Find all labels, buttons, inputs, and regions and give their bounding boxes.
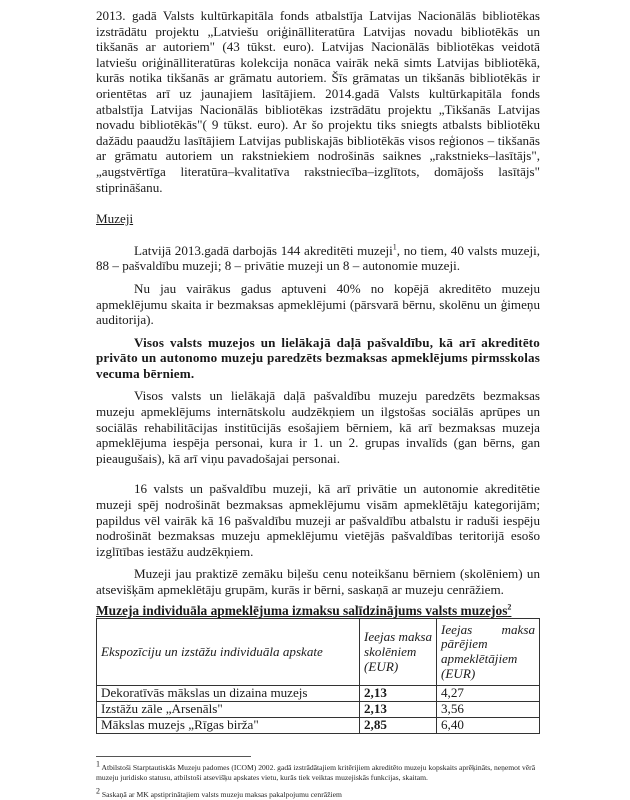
header-cell-exhibition: Ekspozīciju un izstāžu individuāla apskate <box>97 619 360 686</box>
table-row <box>97 717 540 733</box>
footnote-1-text: Atbilstoši Starptautiskās Muzeju padomes (ICOM) 2002. gadā izstrādātajiem kritērijiem akreditēto muzeju kopskaits aprēķināts, neņemot vērā muzeju juridisko statusu, atbilstoši atsevišķu apskates vietu, kurās tiek veiktas muzejiskās funkcijas, skaitam. <box>96 762 536 783</box>
paragraph-museum-count-rest: , no tiem, 40 valsts muzeji, 88 – pašvaldību muzeji; 8 – privātie muzeji un 8 – autonomie muzeji. <box>96 242 540 274</box>
paragraph-sixteen-museums: 16 valsts un pašvaldību muzeji, kā arī privātie un autonomie akreditētie muzeji spēj nodrošināt bezmaksas apmeklējumu visām apmeklētāju kategorijām; papildus vēl vairāk kā 16 pašvaldību muzeji ar pašvaldību atbalstu ir raduši iespēju nodrošināt bezmaksas muzeju apmeklējumu vietējās pašvaldības teritorijā esošo izglītības iestāžu audzēkņiem. <box>96 481 540 559</box>
paragraph-preschool-free: Visos valsts muzejos un lielākajā daļā pašvaldību, kā arī akreditēto privāto un autonomo muzeju paredzēts bezmaksas apmeklējums pirmsskolas vecuma bērniem. <box>96 334 540 381</box>
footnote-mark-1: 1 <box>96 759 100 769</box>
paragraph-museum-count <box>96 243 540 274</box>
other-price-cell: 4,27 <box>437 686 540 702</box>
price-comparison-table <box>96 618 540 733</box>
student-price-cell: 2,13 <box>360 686 437 702</box>
museum-name-cell: Mākslas muzejs „Rīgas birža" <box>97 717 360 733</box>
document-page <box>96 8 540 800</box>
footnote-ref-1: 1 <box>392 242 397 252</box>
paragraph-reduced-prices: Muzeji jau praktizē zemāku biļešu cenu noteikšanu bērniem (skolēniem) un atsevišķām apmeklētāju grupām, kurās ir bērni, saskaņā ar muzeju cenrāžiem. <box>96 566 540 597</box>
museum-name-cell: Dekoratīvās mākslas un dizaina muzejs <box>97 686 360 702</box>
paragraph-museum-count-text: Latvijā 2013.gadā darbojās 144 akreditēti muzeji <box>134 242 393 258</box>
other-price-cell: 3,56 <box>437 701 540 717</box>
table-title-text: Muzeja individuāla apmeklējuma izmaksu salīdzinājums valsts muzejos <box>96 602 508 618</box>
footnote-ref-2: 2 <box>507 602 512 612</box>
header-cell-student-price: Ieejas maksa skolēniem (EUR) <box>360 619 437 686</box>
footnote-2-text: Saskaņā ar MK apstiprinātajiem valsts muzeju maksas pakalpojumu cenrāžiem <box>101 789 342 799</box>
footnote-mark-2: 2 <box>96 786 100 796</box>
footnote-2 <box>96 786 540 800</box>
header-cell-other-price: Ieejas maksa pārējiem apmeklētājiem (EUR) <box>437 619 540 686</box>
table-header-row <box>97 619 540 686</box>
table-row <box>97 686 540 702</box>
footnote-1 <box>96 759 540 784</box>
museum-name-cell: Izstāžu zāle „Arsenāls" <box>97 701 360 717</box>
table-row <box>97 701 540 717</box>
paragraph-boarding-school: Visos valsts un lielākajā daļā pašvaldību muzeju paredzēts bezmaksas muzeju apmeklējums internātskolu audzēkņiem un ilgstošas sociālās aprūpes un sociālās rehabilitācijas institūcijās esošajiem bērniem, kā arī bezmaksas muzeja apmeklējuma iespēja personai, kura ir 1. un 2. grupas invalīds (gan bērns, gan pieaugušais), kā arī viņu pavadošajai personai. <box>96 388 540 466</box>
student-price-cell: 2,13 <box>360 701 437 717</box>
table-title <box>96 603 540 619</box>
paragraph-library-projects: 2013. gadā Valsts kultūrkapitāla fonds atbalstīja Latvijas Nacionālās bibliotēkas izstrādātu projektu „Latviešu oriģinālliteratūra Latvijas novadu bibliotēkās un tikšanās ar autoriem" (43 tūkst. euro). Latvijas Nacionālās bibliotēkas veidotā latviešu oriģinālliteratūras kolekcija nonāca vairāk nekā simts Latvijas bibliotēkā, kurās notika tikšanās ar grāmatu autoriem. Šīs grāmatas un tikšanās bibliotēkās ir orientētas arī uz jaunajiem lasītājiem. 2014.gadā Valsts kultūrkapitāla fonds atbalstīja Latvijas Nacionālās bibliotēkas izstrādātu projektu „Tikšanās Latvijas novadu bibliotēkās"( 9 tūkst. euro). Ar šo projektu tiks sniegts atbalsts bibliotēku dažādu paaudžu lasītājiem Latvijas publiskajās bibliotēkās visos reģionos – tikšanās ar grāmatu autoriem un rakstniekiem nodrošinās saiknes „rakstnieks–lasītājs", „augstvērtīga literatūra–kvalitatīva rakstniecība–izglītots, domājošs lasītājs" stiprināšanu. <box>96 8 540 195</box>
student-price-cell: 2,85 <box>360 717 437 733</box>
other-price-cell: 6,40 <box>437 717 540 733</box>
paragraph-free-visits: Nu jau vairākus gadus aptuveni 40% no kopējā akreditēto muzeju apmeklējumu skaita ir bezmaksas apmeklējumi (pārsvarā bērnu, skolēnu un ģimeņu auditorija). <box>96 280 540 328</box>
footnote-divider <box>96 756 251 757</box>
section-heading-museums: Muzeji <box>96 211 134 227</box>
